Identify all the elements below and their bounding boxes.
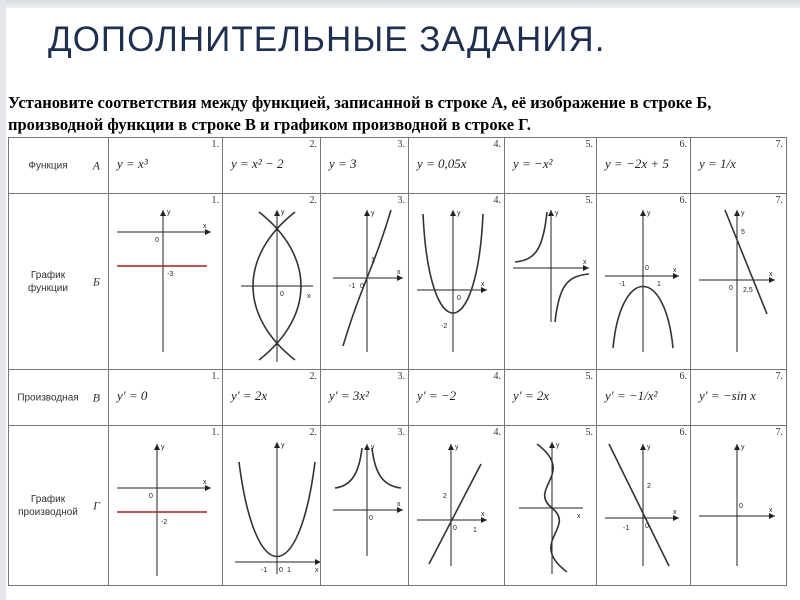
row-derivatives (9, 370, 787, 426)
origin-label: 0 (155, 237, 159, 244)
derivative-cell-4: 4. y′ = −2 (409, 370, 505, 426)
y-axis-label: y (556, 442, 560, 449)
graph-b7 (697, 206, 779, 356)
graph-b5 (511, 206, 593, 326)
tick-label: -3 (167, 271, 174, 278)
graph-b3 (331, 206, 407, 356)
x-axis-label: x (577, 513, 581, 520)
graph-cell-g5: 5. y x (505, 426, 597, 586)
graph-g1 (115, 440, 215, 580)
tick-label: -2 (161, 519, 168, 526)
graph-cell-g6: 6. y x 0 2 -1 (597, 426, 691, 586)
task-instructions: Установите соответствия между функцией, записанной в строке А, её изображение в строке Б, производной функции в строке В и графиком производной в строке Г. (8, 93, 712, 134)
x-axis-label: x (481, 281, 485, 288)
origin-label: 0 (645, 523, 649, 530)
origin-label: 0 (739, 503, 743, 510)
y-axis-label: y (455, 444, 459, 451)
tick-label: 2 (443, 493, 447, 500)
y-axis-label: y (371, 444, 375, 451)
row-label-d: График производной Г (9, 426, 109, 586)
function-cell-1: 1. y = x³ (109, 138, 223, 194)
origin-label: 0 (457, 295, 461, 302)
graph-g4 (415, 440, 491, 570)
function-cell-3: 3. y = 3 (321, 138, 409, 194)
graph-g5 (517, 438, 587, 578)
slide-left-bar (0, 0, 6, 600)
function-cell-4: 4. y = 0,05x (409, 138, 505, 194)
y-axis-label: y (741, 210, 745, 217)
tick-label: -1 (619, 281, 626, 288)
graph-cell-b4: 4. y x 0 -2 (409, 194, 505, 370)
origin-label: 0 (360, 283, 364, 290)
tick-label: 1 (657, 281, 661, 288)
x-axis-label: x (397, 501, 401, 508)
graph-cell-g4: 4. y x 0 2 1 (409, 426, 505, 586)
graph-b1 (115, 206, 215, 356)
function-cell-6: 6. y = −2x + 5 (597, 138, 691, 194)
slide-title: ДОПОЛНИТЕЛЬНЫЕ ЗАДАНИЯ. (48, 20, 606, 59)
graph-cell-b3: 3. y x 0 1 -1 (321, 194, 409, 370)
row-label-a: Функция А (9, 138, 109, 194)
row-functions (9, 138, 787, 194)
row-label-c: Производная В (9, 370, 109, 426)
y-axis-label: y (741, 444, 745, 451)
derivative-cell-7: 7. y′ = −sin x (691, 370, 787, 426)
x-axis-label: x (769, 507, 773, 514)
tick-label: 1 (287, 567, 291, 574)
graph-g3 (331, 440, 407, 560)
y-axis-label: y (167, 209, 171, 216)
x-axis-label: x (203, 479, 207, 486)
graph-cell-b5: 5. y x (505, 194, 597, 370)
y-axis-label: y (371, 210, 375, 217)
matching-table (8, 137, 787, 586)
tick-label: -1 (349, 283, 356, 290)
y-axis-label: y (457, 210, 461, 217)
tick-label: -1 (623, 525, 630, 532)
y-axis-label: y (281, 209, 285, 216)
graph-cell-b7: 7. y x 0 5 2,5 (691, 194, 787, 370)
y-axis-label: y (647, 444, 651, 451)
x-axis-label: x (673, 267, 677, 274)
derivative-cell-3: 3. y′ = 3x² (321, 370, 409, 426)
x-axis-label: x (769, 271, 773, 278)
x-axis-label: x (397, 269, 401, 276)
tick-label: 2,5 (743, 287, 753, 294)
origin-label: 0 (149, 493, 153, 500)
derivative-cell-1: 1. y′ = 0 (109, 370, 223, 426)
origin-label: 0 (645, 265, 649, 272)
tick-label: 1 (371, 257, 375, 264)
origin-label: 0 (280, 291, 284, 298)
graph-g7 (697, 440, 779, 570)
tick-label: 2 (647, 483, 651, 490)
origin-label: 0 (453, 525, 457, 532)
derivative-cell-6: 6. y′ = −1/x² (597, 370, 691, 426)
graph-b2 (237, 206, 317, 366)
y-axis-label: y (161, 444, 165, 451)
graph-cell-b6: 6. y x 0 1 -1 (597, 194, 691, 370)
graph-cell-b2: 2. y x 0 (223, 194, 321, 370)
derivative-cell-5: 5. y′ = 2x (505, 370, 597, 426)
tick-label: 5 (741, 229, 745, 236)
x-axis-label: x (315, 567, 319, 574)
graph-g2 (233, 438, 321, 578)
graph-cell-g7: 7. y x 0 (691, 426, 787, 586)
tick-label: -1 (261, 567, 268, 574)
origin-label: 0 (279, 567, 283, 574)
row-derivative-graphs (9, 426, 787, 586)
graph-g6 (603, 440, 683, 570)
graph-b4 (415, 206, 491, 356)
graph-b6 (603, 206, 683, 356)
y-axis-label: y (555, 210, 559, 217)
y-axis-label: y (647, 210, 651, 217)
tick-label: -2 (441, 323, 448, 330)
graph-cell-g2: 2. y x 0 1 -1 (223, 426, 321, 586)
row-function-graphs (9, 194, 787, 370)
x-axis-label: x (307, 293, 311, 300)
function-cell-5: 5. y = −x² (505, 138, 597, 194)
derivative-cell-2: 2. y′ = 2x (223, 370, 321, 426)
graph-cell-g1: 1. x y 0 -2 (109, 426, 223, 586)
function-cell-2: 2. y = x² − 2 (223, 138, 321, 194)
y-axis-label: y (281, 442, 285, 449)
origin-label: 0 (729, 285, 733, 292)
x-axis-label: x (481, 511, 485, 518)
graph-cell-b1: 1. x y 0 -3 (109, 194, 223, 370)
x-axis-label: x (583, 259, 587, 266)
tick-label: 1 (473, 527, 477, 534)
graph-cell-g3: 3. y x 0 (321, 426, 409, 586)
x-axis-label: x (673, 509, 677, 516)
origin-label: 0 (369, 515, 373, 522)
slide-top-bar (0, 0, 800, 8)
function-cell-7: 7. y = 1/x (691, 138, 787, 194)
row-label-b: График функции Б (9, 194, 109, 370)
x-axis-label: x (203, 223, 207, 230)
